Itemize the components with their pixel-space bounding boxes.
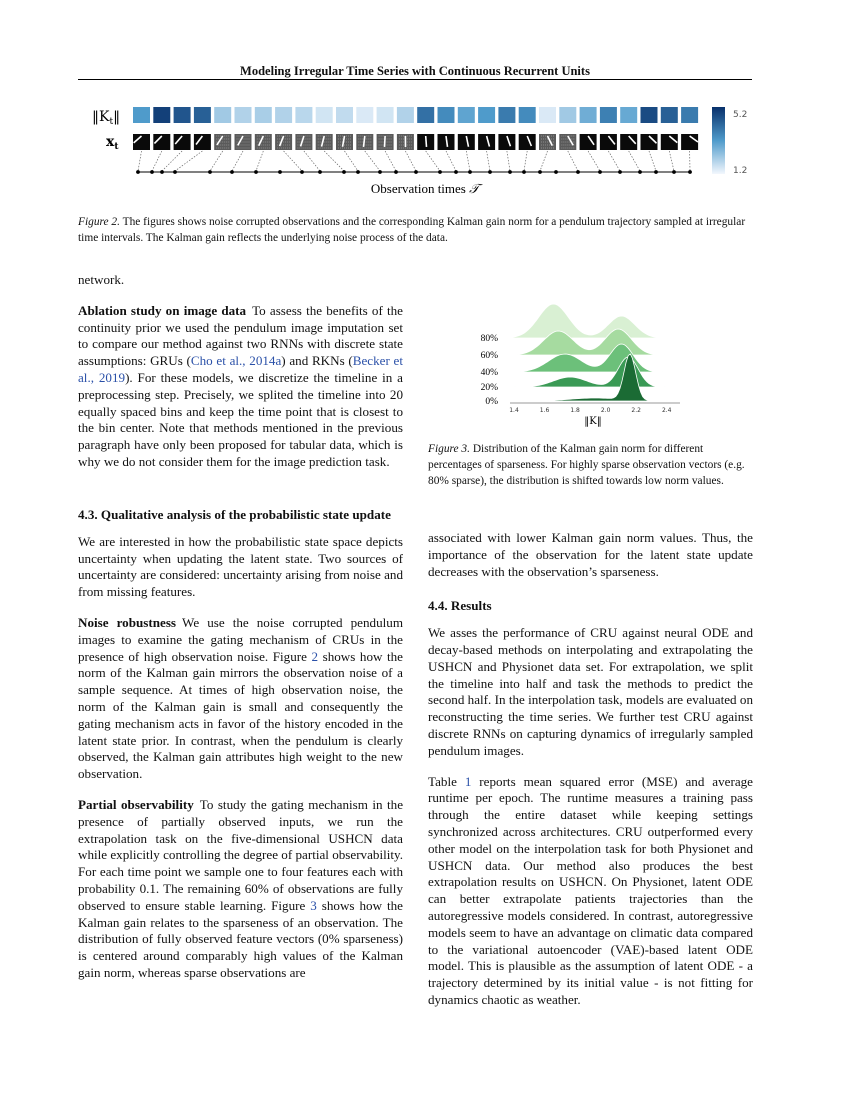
- ridge-label: 0%: [485, 397, 498, 407]
- time-dot: [300, 170, 304, 174]
- gain-cell: [498, 107, 515, 123]
- connector-line: [385, 151, 396, 171]
- row1-label: $‖K_t‖$: [92, 109, 121, 127]
- time-dot: [468, 170, 472, 174]
- connector-line: [507, 151, 510, 171]
- right-column: [428, 530, 753, 1009]
- partial-paragraph: Partial observability To study the gating mechanism in the presence of partially observed inputs, we run the extrapolation task on the five-dimensional USHCN data while explicitly controlling the degree of partial observability. For each time point we sample one to four features each with probability 0.1. The remaining 60% of observations are fully observed to ensure stable learning. Figure 3 shows how the Kalman gain relates to the sparseness of an observation. The distribution of fully observed feature vectors (0% sparseness) is centered around comparably high values of the Kalman gain norm, whereas sparse observations are: [78, 796, 404, 980]
- gain-cell: [661, 107, 678, 123]
- gain-cell: [336, 107, 353, 123]
- figure-3: [468, 282, 718, 442]
- time-dot: [554, 170, 558, 174]
- gain-cell: [174, 107, 191, 123]
- time-dot: [160, 170, 164, 174]
- intro-paragraph: We are interested in how the probabilistic state space depicts uncertainty when updating the latent state. Two sources of uncertainty are considered: uncertainty arising from noise and from missing features.: [78, 533, 403, 600]
- time-dot: [454, 170, 458, 174]
- x-axis-label: ‖K‖: [584, 416, 602, 427]
- gain-cell: [194, 107, 211, 123]
- gain-cell: [417, 107, 434, 123]
- row2-label: $x_t$: [106, 134, 119, 152]
- time-dot: [208, 170, 212, 174]
- time-dot: [508, 170, 512, 174]
- carry-over-text: network.: [78, 272, 125, 287]
- x-tick-label: 1.8: [570, 407, 580, 414]
- time-dot: [150, 170, 154, 174]
- time-dot: [618, 170, 622, 174]
- gain-cell: [681, 107, 698, 123]
- connector-line: [138, 151, 142, 171]
- connector-line: [256, 151, 263, 171]
- time-dot: [414, 170, 418, 174]
- time-dot: [522, 170, 526, 174]
- gain-cell: [316, 107, 333, 123]
- ridge-label: 80%: [480, 334, 498, 344]
- gain-cell: [600, 107, 617, 123]
- time-dot: [598, 170, 602, 174]
- gain-cell: [356, 107, 373, 123]
- time-dot: [488, 170, 492, 174]
- time-dot: [438, 170, 442, 174]
- gain-cell: [539, 107, 556, 123]
- connector-line: [669, 151, 674, 171]
- results-paragraph-1: We asses the performance of CRU against neural ODE and decay-based methods on interpolating and extrapolating the USHCN and Physionet data set. For extrapolation, we split the timeline into half and task the methods to predict the second half. In the interpolation task, models are evaluated on reconstructing the time series. We further test CRU against discrete RNNs on capturing dynamics of irregularly sampled pendulum images.: [428, 625, 753, 758]
- gain-cell: [275, 107, 292, 123]
- gain-cell: [214, 107, 231, 123]
- connector-line: [466, 151, 470, 171]
- connector-line: [405, 151, 416, 171]
- results-paragraph-2: Table 1 reports mean squared error (MSE) and average runtime per epoch. The runtime measures a training pass through the entire dataset while keeping settings synchronized across architectures. CRU outperformed every other model on the interpolation task for both Physionet and USHCN data. Our method also produces the best extrapolation results on USHCN. On Physionet, latent ODE can better extrapolate patients trajectories than the autoregressive models considered. In contrast, autoregressive models seem to have an advantage on climatic data compared to the variational autoencoder (VAE)-based latent ODE model. This is plausible as the assumption of latent ODE - a trajectory determined by its initial value - is not fitting for dynamics chaotic as weather.: [428, 773, 753, 1007]
- gain-cell: [438, 107, 455, 123]
- time-dot: [672, 170, 676, 174]
- cite-becker[interactable]: Becker et al., 2019: [78, 353, 403, 385]
- time-dot: [342, 170, 346, 174]
- time-dot: [356, 170, 360, 174]
- ridge-label: 20%: [480, 383, 498, 393]
- gain-cell: [133, 107, 150, 123]
- table-1-ref[interactable]: 1: [464, 773, 472, 789]
- colorbar: [712, 107, 725, 174]
- connector-line: [210, 151, 223, 171]
- gain-cell: [377, 107, 394, 123]
- time-dot: [638, 170, 642, 174]
- connector-line: [426, 151, 440, 171]
- connector-line: [345, 151, 359, 171]
- time-dot: [394, 170, 398, 174]
- colorbar-max: 5.2: [733, 110, 748, 120]
- figure-2: [0, 0, 850, 210]
- ablation-heading: Ablation study on image data: [78, 302, 247, 318]
- time-dot: [654, 170, 658, 174]
- connector-line: [487, 151, 490, 171]
- time-dot: [136, 170, 140, 174]
- ridge-80pct: [512, 304, 678, 338]
- partial-heading: Partial observability: [78, 796, 194, 812]
- connector-line: [162, 151, 182, 171]
- right-carry-over: associated with lower Kalman gain norm values. Thus, the importance of the observation for the latent state update decreases with the observation’s sparseness.: [428, 530, 753, 579]
- gain-cell: [580, 107, 597, 123]
- ridge-label: 60%: [480, 351, 498, 361]
- x-tick-label: 1.6: [539, 407, 550, 414]
- gain-cell: [478, 107, 495, 123]
- connector-line: [608, 151, 620, 171]
- connector-line: [365, 151, 380, 171]
- time-dot: [278, 170, 282, 174]
- connector-line: [304, 151, 320, 171]
- ridge-0pct: [512, 354, 678, 401]
- pendulum-stroke: [426, 136, 427, 147]
- x-tick-label: 2.2: [631, 407, 641, 414]
- figure-3-caption: Figure 3. Distribution of the Kalman gain norm for different percentages of sparseness. For highly sparse observation vectors (e.g. 80% sparse), the distribution is shifted towards low norm values.: [428, 443, 745, 487]
- ridge-label: 40%: [480, 368, 498, 378]
- cite-cho[interactable]: Cho et al., 2014a: [190, 353, 282, 369]
- gain-cell: [641, 107, 658, 123]
- time-dot: [378, 170, 382, 174]
- time-dot: [318, 170, 322, 174]
- gain-cell: [153, 107, 170, 123]
- time-dot: [576, 170, 580, 174]
- time-axis-label: Observation times 𝒯: [370, 181, 480, 196]
- connector-line: [284, 151, 302, 171]
- time-dot: [538, 170, 542, 174]
- connector-line: [568, 151, 578, 171]
- connector-line: [232, 151, 243, 171]
- time-dot: [230, 170, 234, 174]
- gain-cell: [255, 107, 272, 123]
- section-4-4-title: 4.4. Results: [428, 598, 492, 614]
- gain-cell: [458, 107, 475, 123]
- gain-cell: [295, 107, 312, 123]
- connector-line: [588, 151, 600, 171]
- gain-cell: [519, 107, 536, 123]
- ablation-paragraph: Ablation study on image data To assess the benefits of the continuity prior we used the pendulum image imputation set to compare our method against two RNNs with discrete state assumptions: GRUs (Cho et al., 2014a) and RKNs (Becker et al., 2019). For these models, we discretize the timeline in a preprocessing step. Precisely, we splited the timeline into 20 equally spaced bins and keep the time point that is closest to the bin center. Note that methods mentioned in the previous paragraph have only been proposed for tabular data, which is why we do not consider them for the image prediction task.: [78, 302, 403, 469]
- connector-line: [629, 151, 640, 171]
- section-4-3-title: 4.3. Qualitative analysis of the probabilistic state update: [78, 507, 391, 522]
- connector-line: [524, 151, 527, 171]
- time-dot: [173, 170, 177, 174]
- figure-3-ref[interactable]: 3: [310, 897, 317, 913]
- x-tick-label: 2.4: [661, 407, 672, 414]
- connector-line: [446, 151, 456, 171]
- connector-line: [649, 151, 656, 171]
- left-column-upper: [78, 272, 403, 471]
- gain-cell: [397, 107, 414, 123]
- figure-2-ref[interactable]: 2: [311, 648, 319, 664]
- time-dot: [688, 170, 692, 174]
- left-column-lower: [78, 507, 403, 982]
- x-tick-label: 2.0: [600, 407, 611, 414]
- time-dot: [254, 170, 258, 174]
- pendulum-stroke: [385, 136, 386, 147]
- gain-cell: [235, 107, 252, 123]
- noise-paragraph: Noise robustness We use the noise corrupted pendulum images to examine the gating mechanism of CRUs in the presence of high observation noise. Figure 2 shows how the norm of the Kalman gain mirrors the observation noise of a sample sequence. At times of high observation noise, the norm of the Kalman gain is small and consequently the gating mechanism acts in favor of the history encoded in the latent state prior. In contrast, when the pendulum is clearly observed, the Kalman gain attributes high weight to the new observation.: [78, 614, 404, 782]
- figure-2-caption: Figure 2. The figures shows noise corrupted observations and the corresponding Kalman gain norm for a pendulum trajectory sampled at irregular time intervals. The Kalman gain reflects the underlying noise process of the data.: [78, 216, 746, 244]
- x-tick-label: 1.4: [509, 407, 519, 414]
- connector-line: [540, 151, 548, 171]
- running-title: Modeling Irregular Time Series with Continuous Recurrent Units: [240, 64, 590, 78]
- colorbar-min: 1.2: [733, 166, 748, 176]
- connector-line: [324, 151, 344, 171]
- connector-line: [152, 151, 162, 171]
- noise-heading: Noise robustness: [78, 614, 177, 630]
- gain-cell: [559, 107, 576, 123]
- gain-cell: [620, 107, 637, 123]
